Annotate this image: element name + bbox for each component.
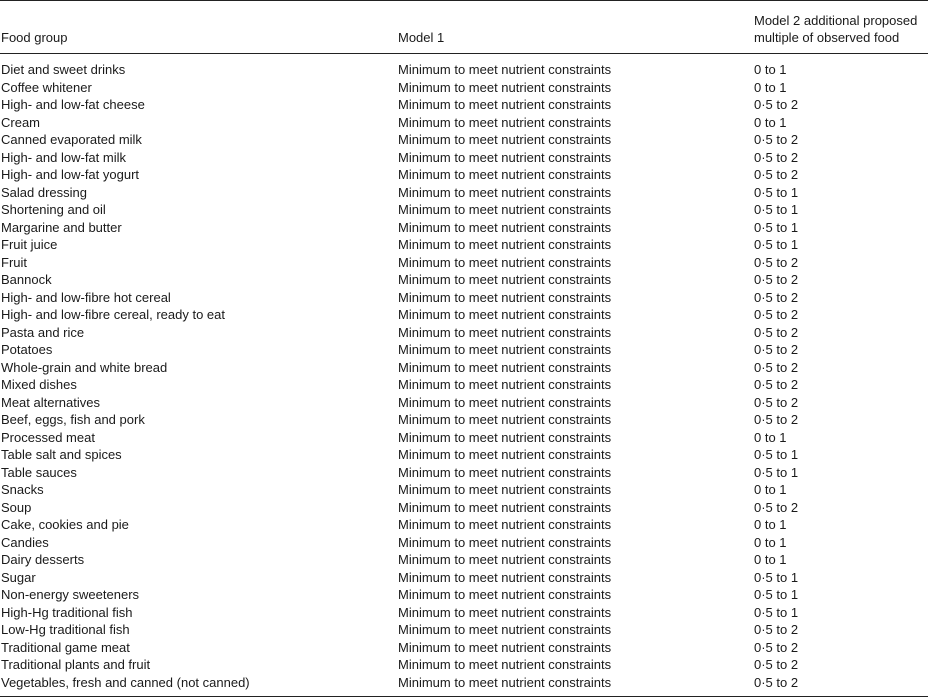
model1-cell: Minimum to meet nutrient constraints <box>398 447 612 462</box>
model2-cell: 0 to 1 <box>754 114 787 130</box>
model1-cell: Minimum to meet nutrient constraints <box>398 114 612 130</box>
model1-cell: Minimum to meet nutrient constraints <box>398 359 612 375</box>
model1-cell: Minimum to meet nutrient constraints <box>398 289 612 305</box>
food-group-cell: High- and low-fat yogurt <box>1 167 140 182</box>
food-group-cell: Cream <box>1 114 41 130</box>
food-group-cell: Snacks <box>1 482 44 497</box>
model1-cell: Minimum to meet nutrient constraints <box>398 237 612 252</box>
table-row <box>0 481 928 499</box>
food-group-cell: Cake, cookies and pie <box>1 517 129 532</box>
model1-cell: Minimum to meet nutrient constraints <box>398 569 612 585</box>
model2-cell: 0·5 to 2 <box>754 639 799 655</box>
model1-cell: Minimum to meet nutrient constraints <box>398 534 612 550</box>
model1-cell: Minimum to meet nutrient constraints <box>398 394 612 410</box>
model2-cell: 0 to 1 <box>754 429 787 445</box>
table-row <box>0 79 928 97</box>
food-group-cell: Beef, eggs, fish and pork <box>1 412 145 427</box>
model1-cell: Minimum to meet nutrient constraints <box>398 184 612 200</box>
food-group-cell: Canned evaporated milk <box>1 132 142 147</box>
model2-cell: 0·5 to 2 <box>754 289 799 305</box>
model1-cell: Minimum to meet nutrient constraints <box>398 482 612 497</box>
food-group-cell: Candies <box>1 534 49 550</box>
model1-cell: Minimum to meet nutrient constraints <box>398 517 612 532</box>
table-row <box>0 569 928 587</box>
table-row <box>0 61 928 79</box>
model2-cell: 0 to 1 <box>754 534 787 550</box>
table-row <box>0 219 928 237</box>
header-food-group: Food group <box>1 30 68 45</box>
food-group-cell: Whole-grain and white bread <box>1 359 168 375</box>
table-row <box>0 446 928 464</box>
table-row <box>0 499 928 517</box>
model2-cell: 0 to 1 <box>754 517 787 532</box>
model2-cell: 0 to 1 <box>754 482 787 497</box>
table-bottom-rule <box>0 696 928 697</box>
model1-cell: Minimum to meet nutrient constraints <box>398 622 612 637</box>
model2-cell: 0·5 to 1 <box>754 237 799 252</box>
table-row <box>0 516 928 534</box>
table-row <box>0 324 928 342</box>
table-row <box>0 411 928 429</box>
model1-cell: Minimum to meet nutrient constraints <box>398 464 612 480</box>
food-group-cell: Traditional game meat <box>1 639 130 655</box>
food-group-cell: Low-Hg traditional fish <box>1 622 130 637</box>
model2-cell: 0·5 to 2 <box>754 272 799 287</box>
model1-cell: Minimum to meet nutrient constraints <box>398 79 612 95</box>
food-group-cell: Non-energy sweeteners <box>1 587 140 602</box>
table-row <box>0 639 928 657</box>
model1-cell: Minimum to meet nutrient constraints <box>398 149 612 165</box>
table-row <box>0 586 928 604</box>
model2-cell: 0 to 1 <box>754 79 787 95</box>
table-row <box>0 306 928 324</box>
food-group-cell: Table sauces <box>1 464 77 480</box>
model1-cell: Minimum to meet nutrient constraints <box>398 429 612 445</box>
model1-cell: Minimum to meet nutrient constraints <box>398 132 612 147</box>
model2-cell: 0·5 to 1 <box>754 447 799 462</box>
food-group-cell: Dairy desserts <box>1 552 85 567</box>
model2-cell: 0·5 to 2 <box>754 254 799 270</box>
food-group-cell: Diet and sweet drinks <box>1 62 126 77</box>
model2-cell: 0·5 to 1 <box>754 219 799 235</box>
food-group-cell: High-Hg traditional fish <box>1 604 133 620</box>
table-row <box>0 254 928 272</box>
table-top-rule <box>0 0 928 1</box>
model1-cell: Minimum to meet nutrient constraints <box>398 674 612 690</box>
model2-cell: 0·5 to 2 <box>754 149 799 165</box>
food-group-cell: Soup <box>1 499 32 515</box>
food-group-cell: Processed meat <box>1 429 95 445</box>
model2-cell: 0 to 1 <box>754 552 787 567</box>
model1-cell: Minimum to meet nutrient constraints <box>398 587 612 602</box>
food-group-cell: Coffee whitener <box>1 79 92 95</box>
model2-cell: 0·5 to 2 <box>754 412 799 427</box>
model1-cell: Minimum to meet nutrient constraints <box>398 202 612 217</box>
model2-cell: 0·5 to 2 <box>754 307 799 322</box>
model2-cell: 0·5 to 2 <box>754 359 799 375</box>
model1-cell: Minimum to meet nutrient constraints <box>398 499 612 515</box>
food-group-cell: High- and low-fibre cereal, ready to eat <box>1 307 226 322</box>
food-group-cell: Bannock <box>1 272 52 287</box>
table-row <box>0 551 928 569</box>
model2-cell: 0·5 to 1 <box>754 202 799 217</box>
model2-cell: 0·5 to 2 <box>754 622 799 637</box>
model2-cell: 0·5 to 2 <box>754 167 799 182</box>
food-group-cell: Fruit <box>1 254 27 270</box>
food-group-cell: Pasta and rice <box>1 324 85 340</box>
model2-cell: 0·5 to 1 <box>754 604 799 620</box>
model1-cell: Minimum to meet nutrient constraints <box>398 62 612 77</box>
model2-cell: 0·5 to 1 <box>754 569 799 585</box>
model2-cell: 0·5 to 2 <box>754 657 799 672</box>
table-row <box>0 534 928 552</box>
table-row <box>0 114 928 132</box>
model1-cell: Minimum to meet nutrient constraints <box>398 307 612 322</box>
food-group-cell: Sugar <box>1 569 36 585</box>
model2-cell: 0 to 1 <box>754 62 787 77</box>
model1-cell: Minimum to meet nutrient constraints <box>398 97 612 112</box>
model1-cell: Minimum to meet nutrient constraints <box>398 412 612 427</box>
table-row <box>0 184 928 202</box>
food-group-cell: Margarine and butter <box>1 219 122 235</box>
model1-cell: Minimum to meet nutrient constraints <box>398 657 612 672</box>
header-model-1: Model 1 <box>398 30 445 45</box>
header-rule <box>0 53 928 54</box>
food-group-cell: High- and low-fat milk <box>1 149 126 165</box>
model2-cell: 0·5 to 1 <box>754 464 799 480</box>
model1-cell: Minimum to meet nutrient constraints <box>398 324 612 340</box>
food-group-cell: Potatoes <box>1 342 53 357</box>
model1-cell: Minimum to meet nutrient constraints <box>398 639 612 655</box>
food-group-cell: Shortening and oil <box>1 202 106 217</box>
table-row <box>0 674 928 692</box>
table-row <box>0 376 928 394</box>
table-row <box>0 289 928 307</box>
table-row <box>0 656 928 674</box>
food-group-cell: Fruit juice <box>1 237 58 252</box>
model2-cell: 0·5 to 2 <box>754 132 799 147</box>
table-row <box>0 236 928 254</box>
model2-cell: 0·5 to 1 <box>754 587 799 602</box>
model1-cell: Minimum to meet nutrient constraints <box>398 604 612 620</box>
model1-cell: Minimum to meet nutrient constraints <box>398 377 612 392</box>
food-group-cell: Traditional plants and fruit <box>1 657 151 672</box>
model2-cell: 0·5 to 2 <box>754 97 799 112</box>
model2-cell: 0·5 to 2 <box>754 499 799 515</box>
food-group-cell: Table salt and spices <box>1 447 122 462</box>
table-row <box>0 429 928 447</box>
table-row <box>0 621 928 639</box>
header-model-2: Model 2 additional proposed multiple of observed food <box>754 13 918 45</box>
model2-cell: 0·5 to 2 <box>754 674 799 690</box>
food-group-cell: High- and low-fibre hot cereal <box>1 289 171 305</box>
model2-cell: 0·5 to 2 <box>754 342 799 357</box>
model1-cell: Minimum to meet nutrient constraints <box>398 272 612 287</box>
food-group-cell: Vegetables, fresh and canned (not canned) <box>1 674 250 690</box>
table-row <box>0 464 928 482</box>
food-group-cell: High- and low-fat cheese <box>1 97 145 112</box>
model2-cell: 0·5 to 2 <box>754 324 799 340</box>
table-row <box>0 271 928 289</box>
table-row <box>0 359 928 377</box>
table-row <box>0 394 928 412</box>
table-row <box>0 149 928 167</box>
model1-cell: Minimum to meet nutrient constraints <box>398 254 612 270</box>
model2-cell: 0·5 to 1 <box>754 184 799 200</box>
model1-cell: Minimum to meet nutrient constraints <box>398 342 612 357</box>
table-row <box>0 166 928 184</box>
model1-cell: Minimum to meet nutrient constraints <box>398 552 612 567</box>
table-body <box>0 61 928 691</box>
food-group-cell: Salad dressing <box>1 184 87 200</box>
food-group-cell: Mixed dishes <box>1 377 77 392</box>
food-group-cell: Meat alternatives <box>1 394 100 410</box>
model2-cell: 0·5 to 2 <box>754 394 799 410</box>
table-row <box>0 131 928 149</box>
table-row <box>0 341 928 359</box>
table-row <box>0 96 928 114</box>
table-row <box>0 604 928 622</box>
model1-cell: Minimum to meet nutrient constraints <box>398 167 612 182</box>
table-row <box>0 201 928 219</box>
model1-cell: Minimum to meet nutrient constraints <box>398 219 612 235</box>
model2-cell: 0·5 to 2 <box>754 377 799 392</box>
